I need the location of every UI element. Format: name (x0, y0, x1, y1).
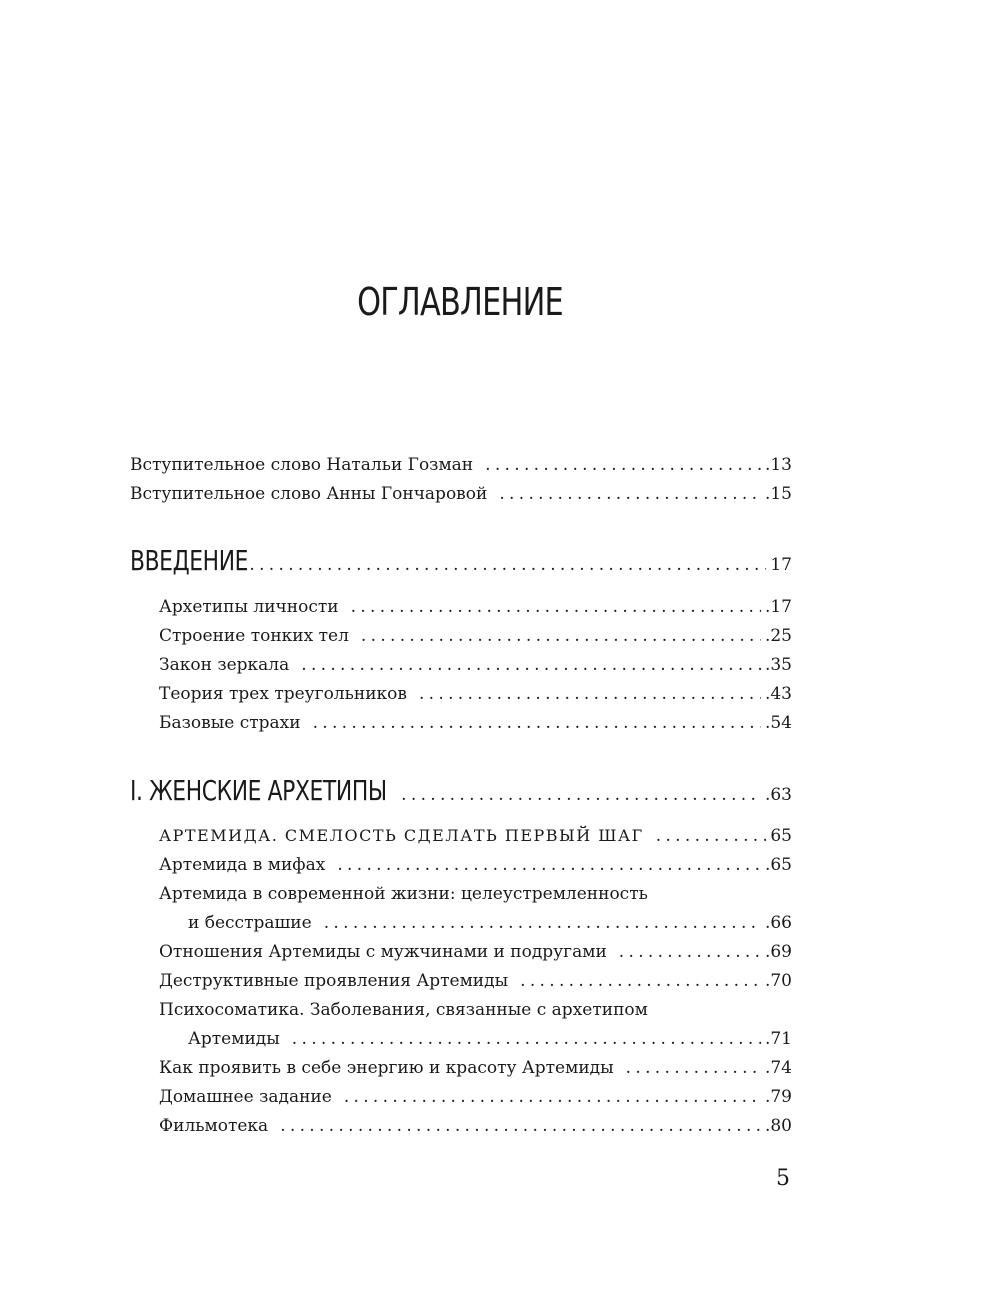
toc-entry-page: .43 (764, 684, 792, 704)
toc-entry-page: .54 (764, 713, 792, 733)
toc-entry-page: .35 (764, 655, 792, 675)
dot-leader (656, 825, 767, 847)
toc-entry-page: .74 (764, 1058, 792, 1078)
toc-entry[interactable] (188, 1028, 792, 1050)
toc-entry-label: Архетипы личности (159, 597, 339, 617)
dot-leader (499, 483, 761, 505)
dot-leader (301, 654, 761, 676)
toc-entry-page: .25 (764, 626, 792, 646)
toc-entry-label: Домашнее задание (159, 1087, 332, 1107)
dot-leader (324, 912, 761, 934)
toc-entry[interactable] (130, 454, 792, 476)
section-heading: ВВЕДЕНИЕ (130, 544, 249, 577)
dot-leader (344, 1086, 761, 1108)
dot-leader (249, 555, 766, 575)
dot-leader (485, 454, 761, 476)
toc-entry[interactable] (159, 1057, 792, 1079)
toc-entry[interactable] (188, 912, 792, 934)
toc-entry-label: Фильмотека (159, 1116, 269, 1136)
toc-entry[interactable] (159, 683, 792, 705)
section-page: .63 (764, 785, 792, 805)
dot-leader (313, 712, 761, 734)
dot-leader (619, 941, 761, 963)
toc-entry-label: Как проявить в себе энергию и красоту Артемиды (159, 1058, 614, 1078)
toc-entry-label-line2: Артемиды (188, 1029, 280, 1049)
toc-entry[interactable] (130, 483, 792, 505)
toc-entry-label: Артемида в мифах (159, 855, 326, 875)
toc-entry[interactable] (159, 970, 792, 992)
toc-entry[interactable] (159, 1086, 792, 1108)
toc-entry-label: Вступительное слово Анны Гончаровой (130, 484, 488, 504)
dot-leader (401, 785, 761, 805)
toc-entry-page: .17 (764, 597, 792, 617)
dot-leader (292, 1028, 761, 1050)
toc-section-intro[interactable] (130, 543, 792, 579)
toc-entry-label: Отношения Артемиды с мужчинами и подругами (159, 942, 607, 962)
toc-entry-label: Закон зеркала (159, 655, 290, 675)
chapter-page: 65 (770, 826, 792, 846)
toc-entry-label: Теория трех треугольников (159, 684, 407, 704)
toc-entry-page: .70 (764, 971, 792, 991)
dot-leader (351, 596, 761, 618)
page-number: 5 (776, 1166, 790, 1191)
chapter-label: АРТЕМИДА. СМЕЛОСТЬ СДЕЛАТЬ ПЕРВЫЙ ШАГ (159, 826, 644, 845)
toc-entry-page: .15 (764, 484, 792, 504)
toc-entry[interactable] (159, 712, 792, 734)
toc-entry-page: .69 (764, 942, 792, 962)
toc-entry-label: Деструктивные проявления Артемиды (159, 971, 509, 991)
page-title: ОГЛАВЛЕНИЕ (357, 280, 563, 324)
toc-entry-label: Базовые страхи (159, 713, 301, 733)
dot-leader (419, 683, 761, 705)
section-page: 17 (770, 555, 792, 575)
dot-leader (280, 1115, 761, 1137)
toc-entry-page: .79 (764, 1087, 792, 1107)
dot-leader (337, 854, 761, 876)
toc-entry-page: .65 (764, 855, 792, 875)
toc-entry[interactable] (159, 625, 792, 647)
toc-entry-label-line1[interactable]: Психосоматика. Заболевания, связанные с архетипом (159, 1000, 648, 1020)
toc-section-part1[interactable] (130, 773, 792, 809)
toc-chapter[interactable] (159, 825, 792, 847)
toc-entry[interactable] (159, 654, 792, 676)
toc-entry-page: .66 (764, 913, 792, 933)
section-heading: I. ЖЕНСКИЕ АРХЕТИПЫ (130, 774, 387, 807)
dot-leader (361, 625, 761, 647)
toc-entry-label: Вступительное слово Натальи Гозман (130, 455, 474, 475)
toc-entry[interactable] (159, 941, 792, 963)
toc-entry-label: Строение тонких тел (159, 626, 349, 646)
dot-leader (626, 1057, 761, 1079)
toc-entry-label-line2: и бесстрашие (188, 913, 312, 933)
toc-entry-label-line1[interactable]: Артемида в современной жизни: целеустремленность (159, 884, 648, 904)
toc-entry-page: .80 (764, 1116, 792, 1136)
toc-entry[interactable] (159, 596, 792, 618)
toc-entry[interactable] (159, 854, 792, 876)
toc-entry-page: .13 (764, 455, 792, 475)
dot-leader (520, 970, 761, 992)
toc-entry-page: .71 (764, 1029, 792, 1049)
toc-entry[interactable] (159, 1115, 792, 1137)
